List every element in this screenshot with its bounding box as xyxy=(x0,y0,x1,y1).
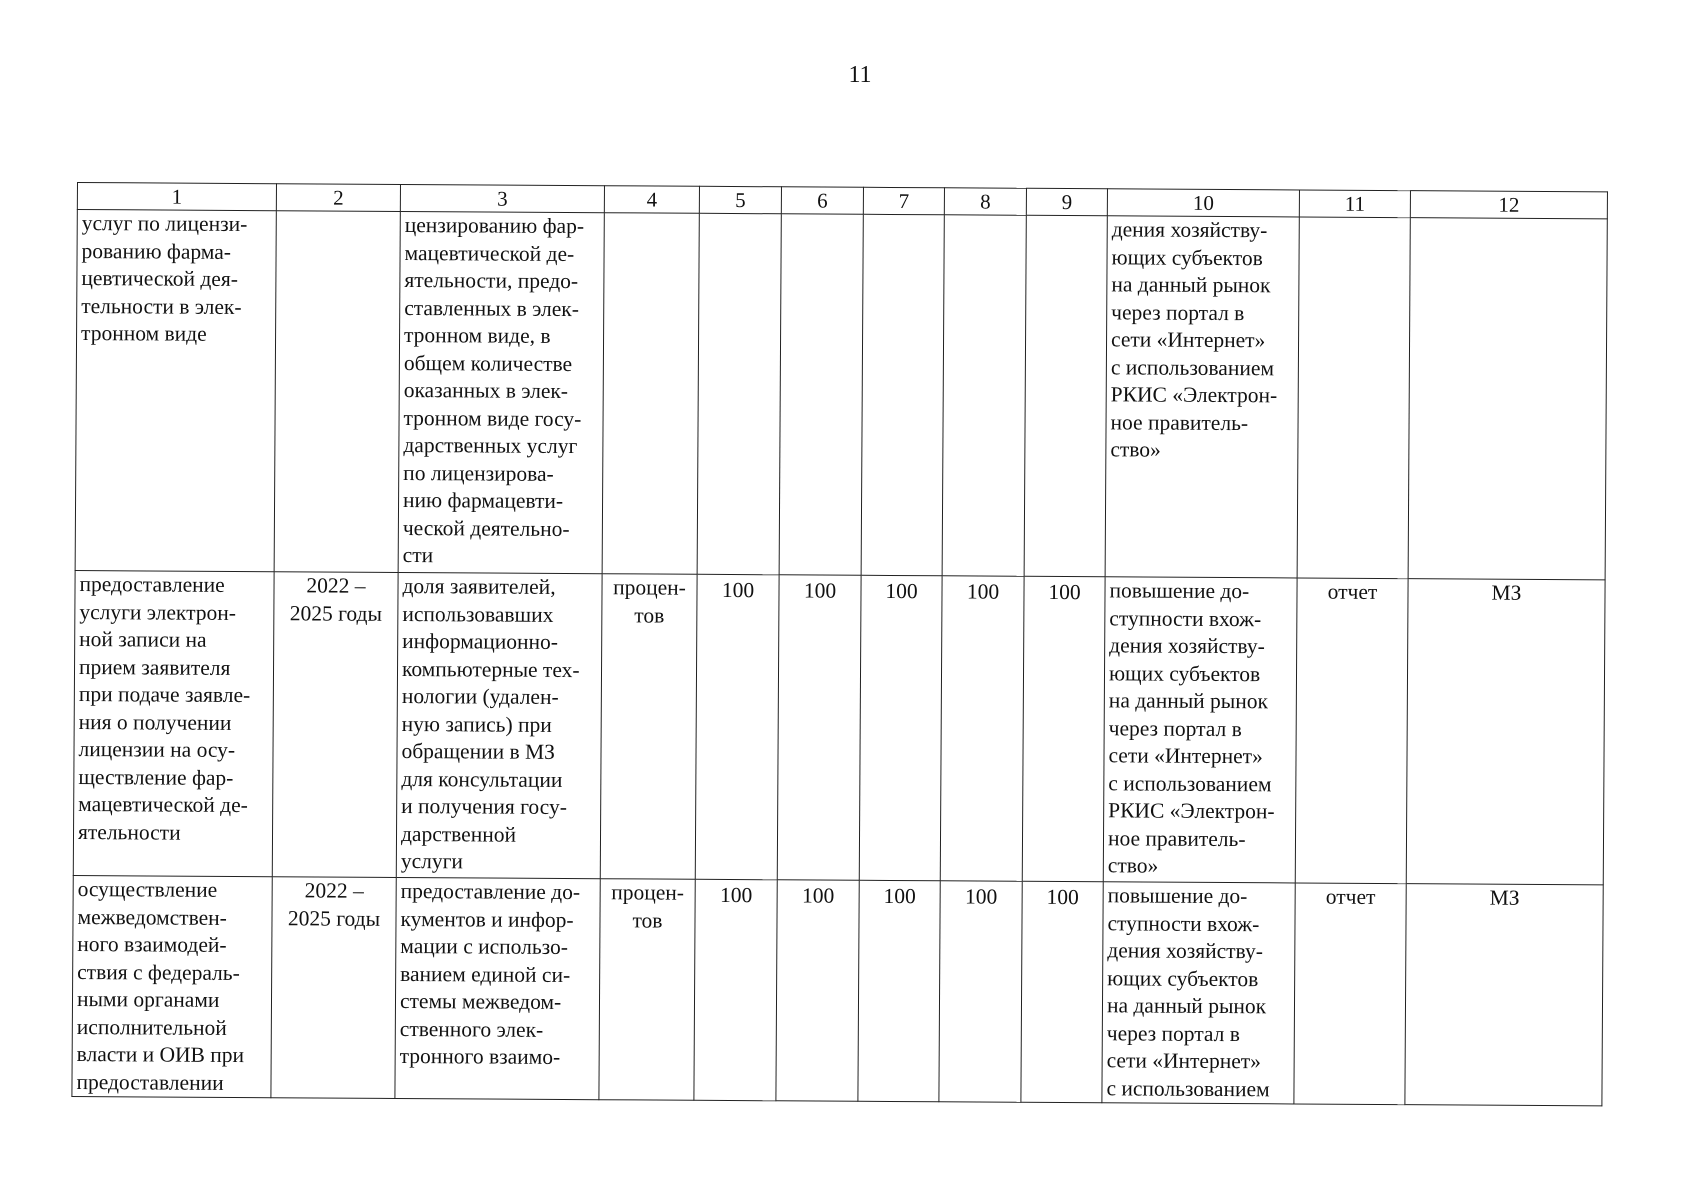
column-header: 3 xyxy=(400,184,604,212)
cell-measure-name: осуществление межведомствен- ного взаимодей- ствия с федераль- ными органами исполнительной власти и ОИВ при предоставлении xyxy=(72,875,272,1097)
cell-result: дения хозяйству- ющих субъектов на данный рынок через портал в сети «Интернет» с использованием РКИС «Электрон- ное правитель- ство» xyxy=(1105,216,1299,578)
cell-value: 100 xyxy=(858,880,940,1101)
document-table xyxy=(71,182,1608,1106)
cell-value: 100 xyxy=(777,575,861,880)
cell-responsible xyxy=(1408,218,1607,580)
cell-result: повышение до- ступности вхож- дения хозяйству- ющих субъектов на данный рынок через портал в сети «Интернет» с использованием xyxy=(1102,882,1295,1104)
page-number: 11 xyxy=(848,62,872,88)
cell-value xyxy=(1024,215,1107,576)
cell-value xyxy=(942,215,1026,576)
cell-value: 100 xyxy=(940,576,1024,881)
cell-value: 100 xyxy=(939,881,1022,1102)
cell-value xyxy=(697,213,781,574)
cell-report-type: отчет xyxy=(1294,883,1406,1105)
cell-report-type xyxy=(1297,217,1410,579)
cell-value: 100 xyxy=(859,575,942,880)
cell-indicator: предоставление до- кументов и инфор- мации с использо- ванием единой си- стемы межведом- ственного элек- тронного взаимо- xyxy=(395,877,600,1099)
column-header: 4 xyxy=(604,186,699,214)
column-header: 5 xyxy=(699,186,781,214)
column-header: 10 xyxy=(1107,189,1299,217)
column-header: 6 xyxy=(781,187,863,215)
cell-value: 100 xyxy=(776,880,859,1101)
cell-value xyxy=(861,214,944,575)
column-header: 8 xyxy=(944,188,1026,216)
column-header: 12 xyxy=(1410,191,1607,219)
column-header: 7 xyxy=(863,187,944,214)
cell-value: 100 xyxy=(695,574,779,879)
cell-indicator: доля заявителей, использовавших информационно- компьютерные тех- нологии (удален- ную запись) при обращении в МЗ для консультации и получения госу- дарственной услуги xyxy=(396,572,602,878)
column-header: 2 xyxy=(276,184,400,212)
cell-value: 100 xyxy=(1021,881,1103,1102)
cell-unit: процен- тов xyxy=(599,879,695,1101)
cell-unit xyxy=(602,213,699,575)
table-row xyxy=(73,570,1605,884)
cell-value: 100 xyxy=(694,879,777,1100)
column-header: 11 xyxy=(1299,190,1410,218)
cell-indicator: цензированию фар- мацевтической де- ятельности, предо- ставленных в элек- тронном виде, в общем количестве оказанных в элек- тронном виде госу- дарственных услуг по лицензирова- нию фармацевти- ческой деятельно- сти xyxy=(398,211,604,573)
cell-responsible: МЗ xyxy=(1406,579,1605,885)
cell-result: повышение до- ступности вхож- дения хозяйству- ющих субъектов на данный рынок через портал в сети «Интернет» с использованием РКИС «Электрон- ное правитель- ство» xyxy=(1103,577,1297,883)
cell-value: 100 xyxy=(1022,576,1105,881)
cell-period xyxy=(274,211,400,573)
cell-responsible: МЗ xyxy=(1405,884,1603,1106)
cell-period: 2022 – 2025 годы xyxy=(272,572,398,878)
document-table-wrapper xyxy=(71,182,1607,1106)
column-header: 9 xyxy=(1026,188,1107,215)
column-header: 1 xyxy=(77,183,276,211)
table-row xyxy=(72,875,1603,1105)
cell-report-type: отчет xyxy=(1295,578,1408,884)
cell-measure-name: предоставление услуги электрон- ной записи на прием заявителя при подаче заявле- ния о получении лицензии на осу- ществление фар- мацевтической де- ятельности xyxy=(73,570,274,876)
cell-value xyxy=(779,214,863,575)
cell-unit: процен- тов xyxy=(600,574,697,880)
table-row xyxy=(75,210,1607,580)
cell-measure-name: услуг по лицензи- рованию фарма- цевтической дея- тельности в элек- тронном виде xyxy=(75,210,276,572)
cell-period: 2022 – 2025 годы xyxy=(271,877,396,1099)
